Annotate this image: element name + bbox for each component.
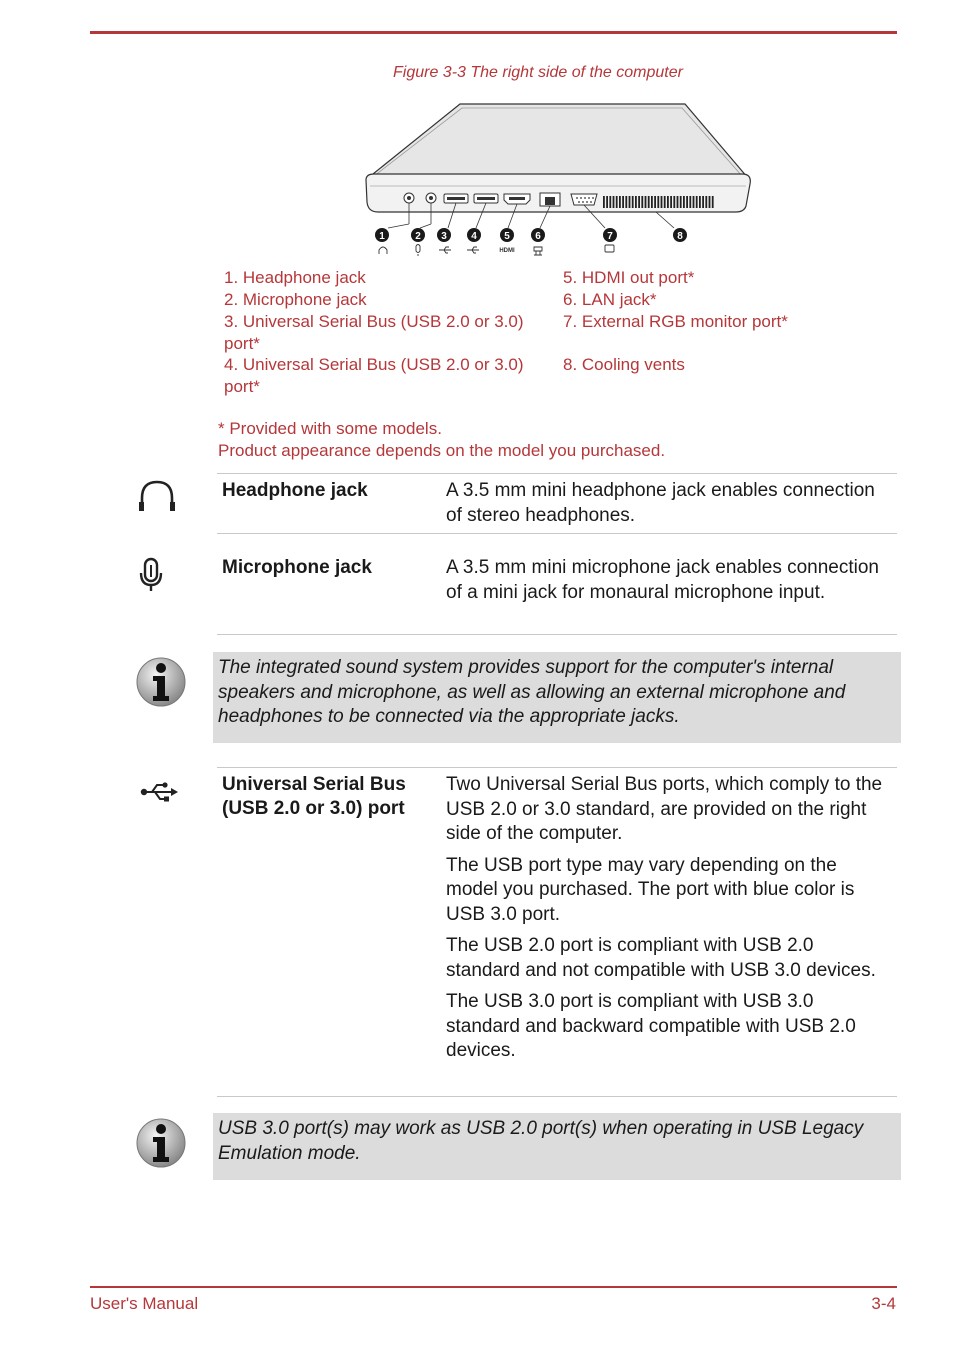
info-icon [135, 656, 187, 708]
monitor-icon [605, 245, 614, 252]
vent-slot [693, 196, 695, 208]
vent-slot [657, 196, 659, 208]
legend-item: 8. Cooling vents [563, 355, 685, 374]
vent-slot [686, 196, 688, 208]
legend-item: 3. Universal Serial Bus (USB 2.0 or 3.0) port* [224, 312, 524, 353]
svg-text:1: 1 [379, 231, 385, 242]
header-rule [90, 31, 897, 34]
description-paragraph: The USB 2.0 port is compliant with USB 2.0 standard and not compatible with USB 3.0 devices. [446, 935, 876, 981]
legend-right-column [563, 267, 863, 397]
callout-5 [500, 228, 514, 242]
callout-3 [437, 228, 451, 242]
footer-rule [90, 1286, 897, 1288]
svg-text:3: 3 [441, 231, 447, 242]
vent-slot [603, 196, 605, 208]
table-divider [217, 634, 897, 635]
svg-text:5: 5 [504, 231, 510, 242]
vent-slot [654, 196, 656, 208]
footer-page-number: 3-4 [871, 1294, 896, 1313]
footnote-appearance: Product appearance depends on the model you purchased. [218, 441, 666, 460]
term-headphone-jack: Headphone jack [222, 480, 368, 501]
table-divider [217, 1096, 897, 1097]
svg-text:6: 6 [535, 231, 541, 242]
vent-slot [712, 196, 714, 208]
info-icon [135, 1117, 187, 1169]
vent-slot [651, 196, 653, 208]
vent-slot [638, 196, 640, 208]
description-paragraph: The USB 3.0 port is compliant with USB 3.0 standard and backward compatible with USB 2.0 devices. [446, 991, 856, 1061]
vent-slot [696, 196, 698, 208]
legend-item: 5. HDMI out port* [563, 268, 695, 287]
vent-slot [661, 196, 663, 208]
microphone-icon [138, 557, 164, 593]
description-paragraph: The USB port type may vary depending on the model you purchased. The port with blue color is USB 3.0 port. [446, 854, 855, 925]
vent-slot [677, 196, 679, 208]
desc-headphone-jack [446, 479, 891, 535]
description-paragraph: Two Universal Serial Bus ports, which comply to the USB 2.0 or 3.0 standard, are provided on the right side of the computer. [446, 774, 883, 844]
callout-2 [411, 228, 425, 242]
vent-slot [645, 196, 647, 208]
figure-caption: Figure 3-3 The right side of the computer [393, 64, 683, 81]
hdmi-mark: HDMI [499, 248, 515, 254]
vent-slot [667, 196, 669, 208]
description-paragraph: A 3.5 mm mini headphone jack enables connection of stereo headphones. [446, 480, 875, 526]
callout-1 [375, 228, 389, 242]
vent-slot [641, 196, 643, 208]
vent-slot [689, 196, 691, 208]
term-microphone-jack: Microphone jack [222, 557, 372, 578]
description-paragraph: A 3.5 mm mini microphone jack enables connection of a mini jack for monaural microphone input. [446, 557, 880, 603]
note-text-sound-system: The integrated sound system provides support for the computer's internal speakers and microphone, as well as allowing an external microphone and headphones to be connected via the appropriate jacks. [218, 657, 846, 727]
desc-usb-port [446, 773, 891, 1071]
vent-slot [625, 196, 627, 208]
vent-slot [705, 196, 707, 208]
callout-7 [603, 228, 617, 242]
vent-slot [702, 196, 704, 208]
usb-icon [467, 247, 479, 253]
laptop-right-side-illustration [360, 98, 760, 260]
microphone-icon [416, 245, 420, 257]
vent-slot [619, 196, 621, 208]
vent-slot [632, 196, 634, 208]
callout-4 [467, 228, 481, 242]
svg-text:4: 4 [471, 231, 477, 242]
footnote-models: * Provided with some models. [218, 419, 442, 438]
vent-slot [699, 196, 701, 208]
callout-8 [673, 228, 687, 242]
usb-icon [439, 247, 451, 253]
vent-slot [616, 196, 618, 208]
legend-item: 4. Universal Serial Bus (USB 2.0 or 3.0) port* [224, 355, 524, 396]
legend-item: 2. Microphone jack [224, 290, 367, 309]
vent-slot [648, 196, 650, 208]
vent-slot [622, 196, 624, 208]
legend-item: 1. Headphone jack [224, 268, 366, 287]
vent-slot [680, 196, 682, 208]
svg-text:8: 8 [677, 231, 683, 242]
vent-slot [609, 196, 611, 208]
footer-manual-title: User's Manual [90, 1294, 199, 1313]
vent-slot [635, 196, 637, 208]
table-divider [217, 473, 897, 474]
vent-slot [664, 196, 666, 208]
note-text-usb-legacy: USB 3.0 port(s) may work as USB 2.0 port(s) when operating in USB Legacy Emulation mode. [218, 1118, 864, 1164]
term-usb-port: Universal Serial Bus (USB 2.0 or 3.0) port [222, 774, 406, 819]
legend-left-column [224, 267, 554, 397]
callout-6 [531, 228, 545, 242]
table-divider [217, 533, 897, 534]
vent-slot [606, 196, 608, 208]
desc-microphone-jack [446, 556, 891, 612]
headphone-icon [136, 478, 178, 514]
legend-item: 7. External RGB monitor port* [563, 312, 788, 331]
vent-slot [709, 196, 711, 208]
legend-item: 6. LAN jack* [563, 290, 657, 309]
lan-icon [534, 247, 542, 255]
vent-slot [613, 196, 615, 208]
headphone-icon [379, 247, 387, 254]
vent-slot [629, 196, 631, 208]
table-divider [217, 767, 897, 768]
vent-slot [683, 196, 685, 208]
svg-text:7: 7 [607, 231, 613, 242]
svg-text:2: 2 [415, 231, 421, 242]
vent-slot [670, 196, 672, 208]
cooling-vents [603, 196, 714, 208]
vent-slot [673, 196, 675, 208]
usb-icon [140, 780, 180, 804]
